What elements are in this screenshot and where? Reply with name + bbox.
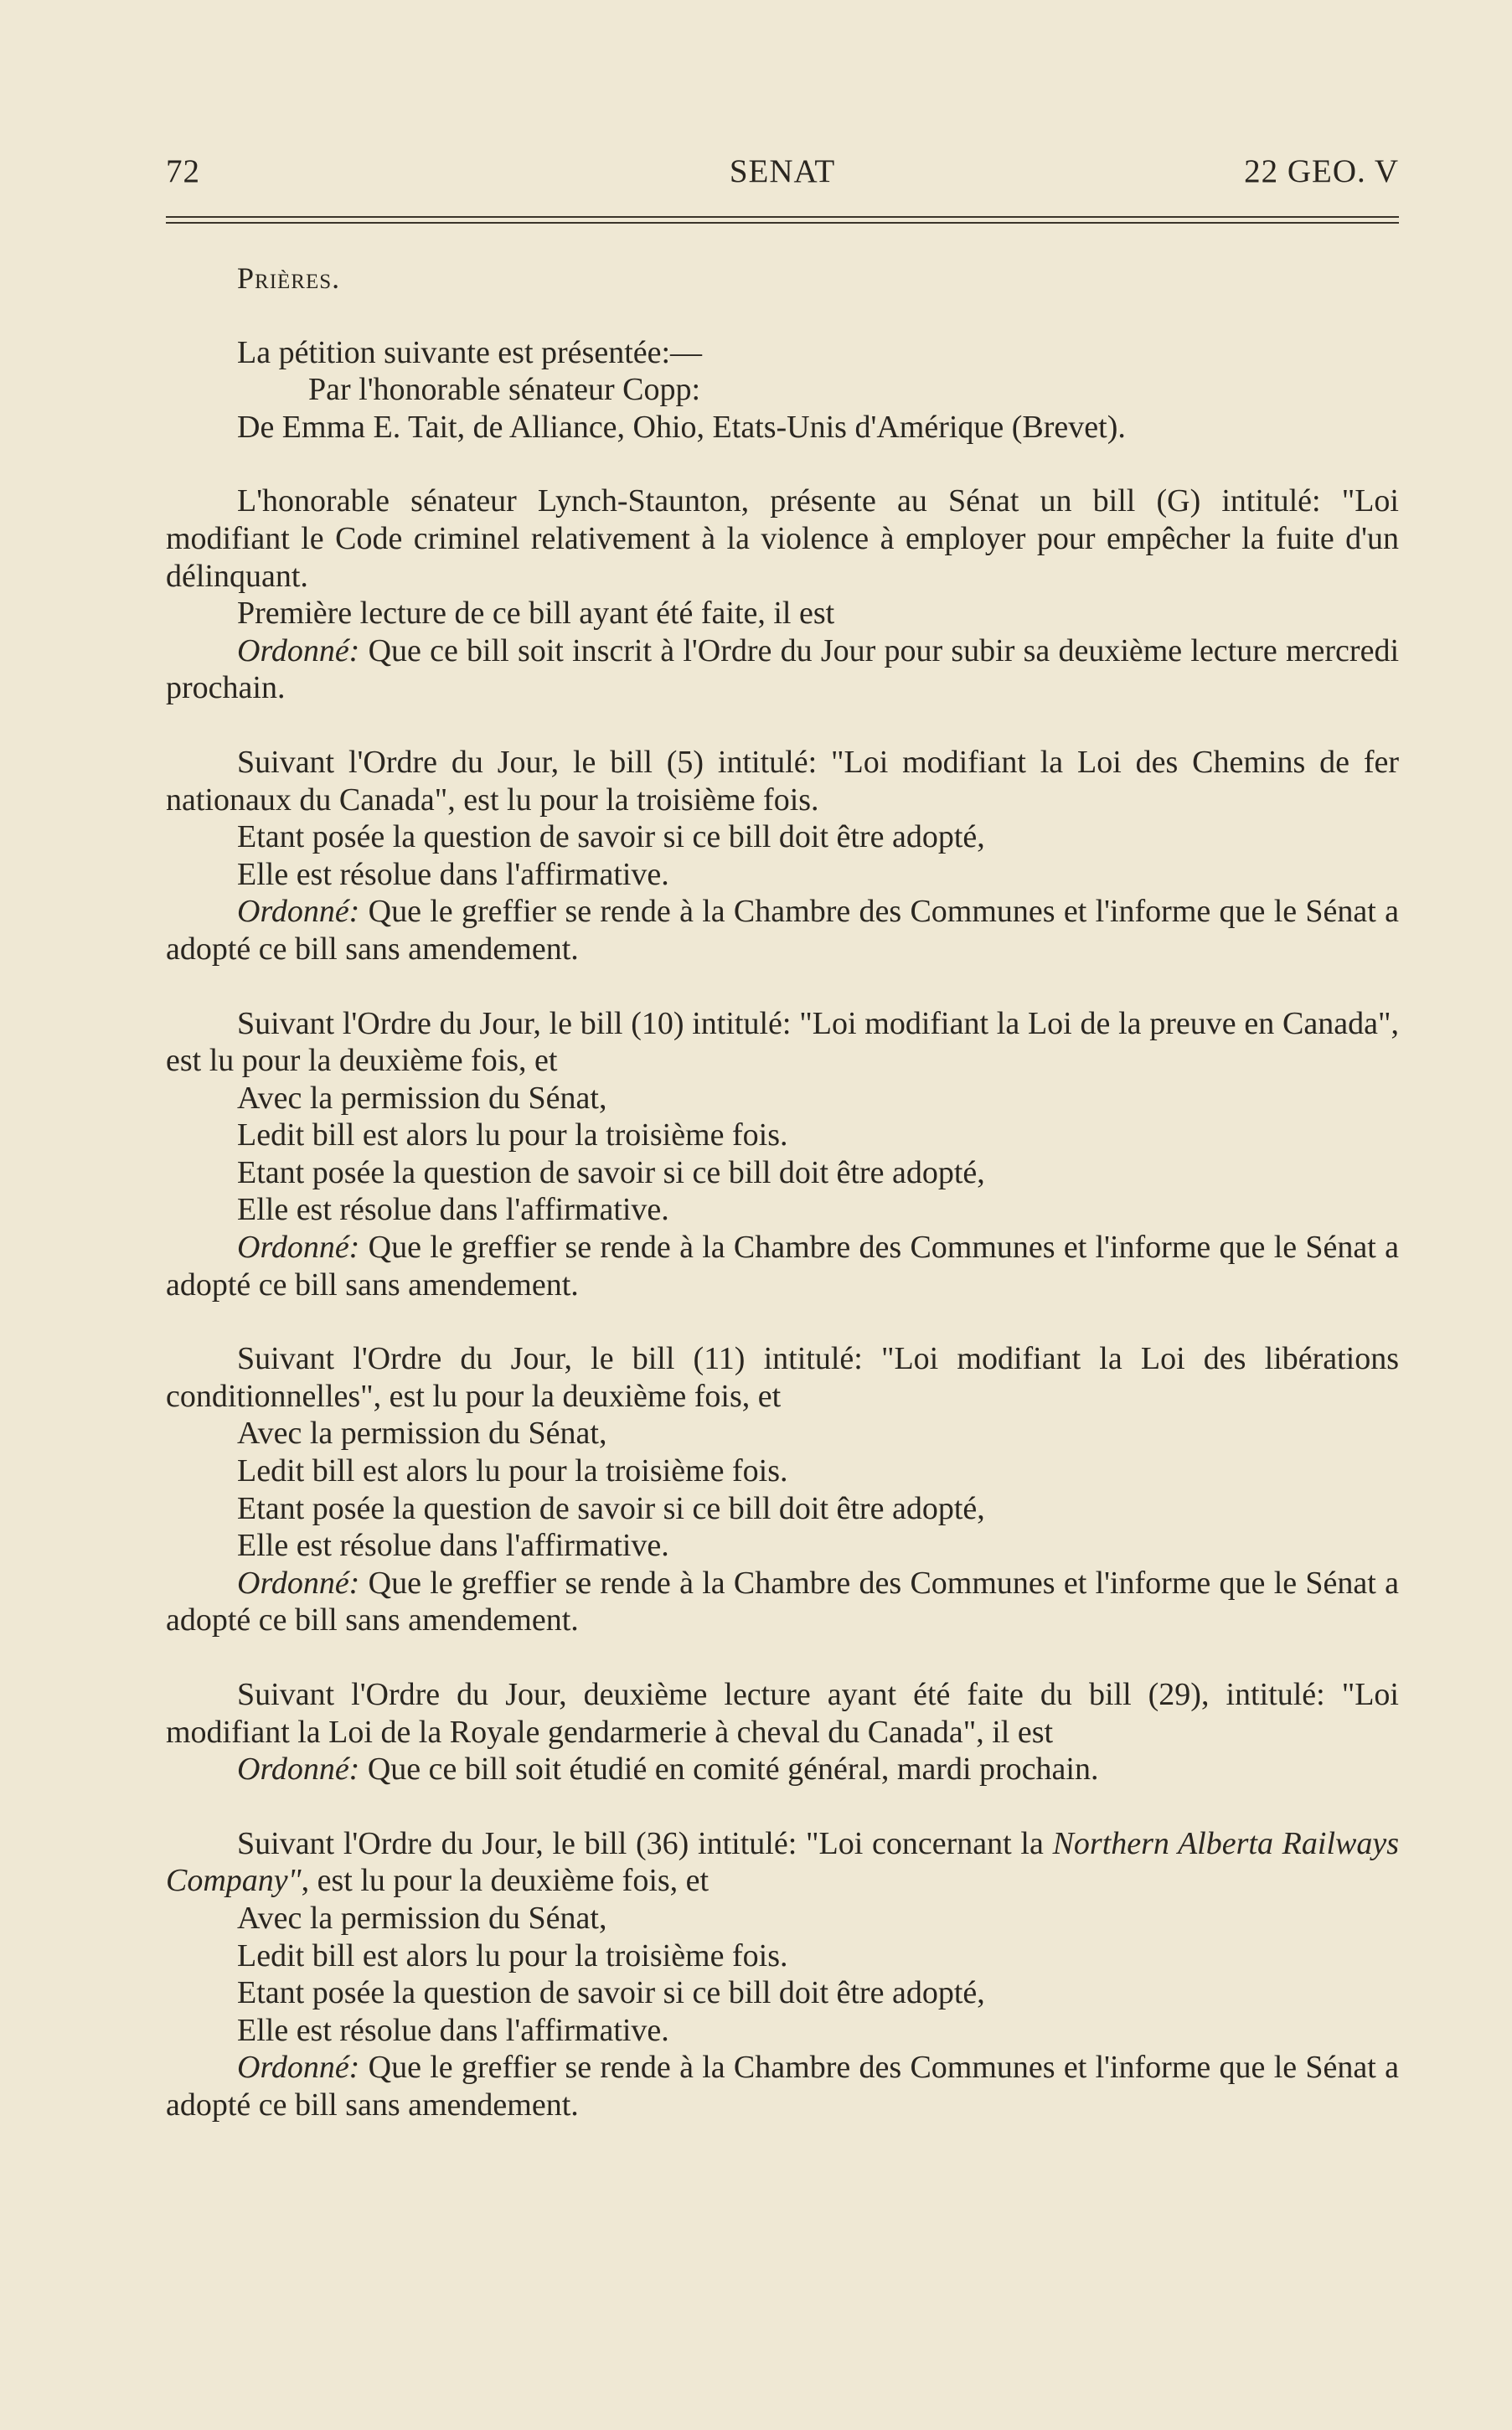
page-number: 72 bbox=[166, 153, 200, 189]
regnal-year: 22 GEO. V bbox=[1244, 153, 1399, 189]
ordonne-label: Ordonné: bbox=[237, 632, 360, 668]
prieres-heading: Prières. bbox=[237, 261, 341, 295]
bill-g-first-reading: Première lecture de ce bill ayant été faite, il est bbox=[237, 596, 835, 632]
bill-5-section bbox=[166, 744, 1399, 968]
bill-11-resolved: Elle est résolue dans l'affirmative. bbox=[237, 1528, 669, 1564]
bill-29-order bbox=[166, 1751, 1399, 1788]
bill-29-section bbox=[166, 1676, 1399, 1788]
bill-11-order bbox=[166, 1565, 1399, 1639]
petition-by: Par l'honorable sénateur Copp: bbox=[308, 372, 701, 408]
bill-29-intro: Suivant l'Ordre du Jour, deuxième lecture ayant été faite du bill (29), intitulé: "Loi modifiant la Loi de la Royale gendarmerie à cheval du Canada", il est bbox=[166, 1677, 1399, 1750]
bill-10-permission: Avec la permission du Sénat, bbox=[237, 1080, 607, 1116]
page-body bbox=[166, 260, 1399, 2124]
petition-intro: La pétition suivante est présentée:— bbox=[237, 334, 703, 370]
header-double-rule bbox=[166, 216, 1399, 224]
order-text: Que le greffier se rende à la Chambre des Communes et l'informe que le Sénat a adopté ce bill sans amendement. bbox=[166, 1565, 1399, 1638]
page-title: SENAT bbox=[729, 153, 836, 189]
bill-11-question: Etant posée la question de savoir si ce bill doit être adopté, bbox=[237, 1490, 985, 1526]
bill-36-intro-a: Suivant l'Ordre du Jour, le bill (36) intitulé: "Loi concernant la bbox=[237, 1825, 1053, 1861]
bill-11-third-reading: Ledit bill est alors lu pour la troisième fois. bbox=[237, 1453, 788, 1489]
bill-5-resolved: Elle est résolue dans l'affirmative. bbox=[237, 856, 669, 892]
bill-5-question: Etant posée la question de savoir si ce bill doit être adopté, bbox=[237, 819, 985, 855]
bill-11-section bbox=[166, 1340, 1399, 1639]
bill-36-question: Etant posée la question de savoir si ce bill doit être adopté, bbox=[237, 1975, 985, 2011]
bill-36-order bbox=[166, 2049, 1399, 2123]
bill-g-section bbox=[166, 482, 1399, 707]
bill-5-order bbox=[166, 893, 1399, 967]
bill-36-resolved: Elle est résolue dans l'affirmative. bbox=[237, 2012, 669, 2048]
bill-10-intro: Suivant l'Ordre du Jour, le bill (10) intitulé: "Loi modifiant la Loi de la preuve en Canada", est lu pour la deuxième fois, et bbox=[166, 1005, 1399, 1079]
order-text: Que ce bill soit étudié en comité général, mardi prochain. bbox=[359, 1752, 1099, 1788]
bill-11-permission: Avec la permission du Sénat, bbox=[237, 1416, 607, 1452]
bill-36-intro bbox=[166, 1825, 1399, 1900]
bill-36-third-reading: Ledit bill est alors lu pour la troisième fois. bbox=[237, 1937, 788, 1973]
bill-36-section bbox=[166, 1825, 1399, 2124]
bill-10-section bbox=[166, 1005, 1399, 1304]
order-text: Que ce bill soit inscrit à l'Ordre du Jour pour subir sa deuxième lecture mercredi prochain. bbox=[166, 632, 1399, 706]
bill-10-order bbox=[166, 1229, 1399, 1303]
bill-36-company-name: Northern Alberta Railways Company" bbox=[166, 1825, 1400, 1899]
petition-section bbox=[166, 334, 1399, 446]
bill-10-question: Etant posée la question de savoir si ce bill doit être adopté, bbox=[237, 1154, 985, 1190]
ordonne-label: Ordonné: bbox=[237, 2050, 360, 2086]
petition-from: De Emma E. Tait, de Alliance, Ohio, Etats-Unis d'Amérique (Brevet). bbox=[237, 409, 1126, 445]
page-header bbox=[166, 151, 1399, 193]
bill-5-intro: Suivant l'Ordre du Jour, le bill (5) intitulé: "Loi modifiant la Loi des Chemins de fer nationaux du Canada", est lu pour la troisième fois. bbox=[166, 744, 1399, 818]
order-text: Que le greffier se rende à la Chambre des Communes et l'informe que le Sénat a adopté ce bill sans amendement. bbox=[166, 894, 1399, 967]
order-text: Que le greffier se rende à la Chambre des Communes et l'informe que le Sénat a adopté ce bill sans amendement. bbox=[166, 2050, 1399, 2123]
ordonne-label: Ordonné: bbox=[237, 1230, 360, 1266]
ordonne-label: Ordonné: bbox=[237, 1752, 360, 1788]
order-text: Que le greffier se rende à la Chambre des Communes et l'informe que le Sénat a adopté ce bill sans amendement. bbox=[166, 1230, 1399, 1303]
bill-10-resolved: Elle est résolue dans l'affirmative. bbox=[237, 1192, 669, 1228]
bill-10-third-reading: Ledit bill est alors lu pour la troisième fois. bbox=[237, 1117, 788, 1153]
bill-11-intro: Suivant l'Ordre du Jour, le bill (11) intitulé: "Loi modifiant la Loi des libérations conditionnelles", est lu pour la deuxième fois, et bbox=[166, 1341, 1399, 1414]
bill-36-permission: Avec la permission du Sénat, bbox=[237, 1900, 607, 1936]
ordonne-label: Ordonné: bbox=[237, 1565, 360, 1601]
bill-g-intro: L'honorable sénateur Lynch-Staunton, présente au Sénat un bill (G) intitulé: "Loi modifiant le Code criminel relativement à la violence à employer pour empêcher la fuite d'un délinquant. bbox=[166, 483, 1399, 594]
bill-g-order bbox=[166, 632, 1399, 707]
ordonne-label: Ordonné: bbox=[237, 894, 360, 930]
bill-36-intro-b: , est lu pour la deuxième fois, et bbox=[301, 1863, 710, 1899]
